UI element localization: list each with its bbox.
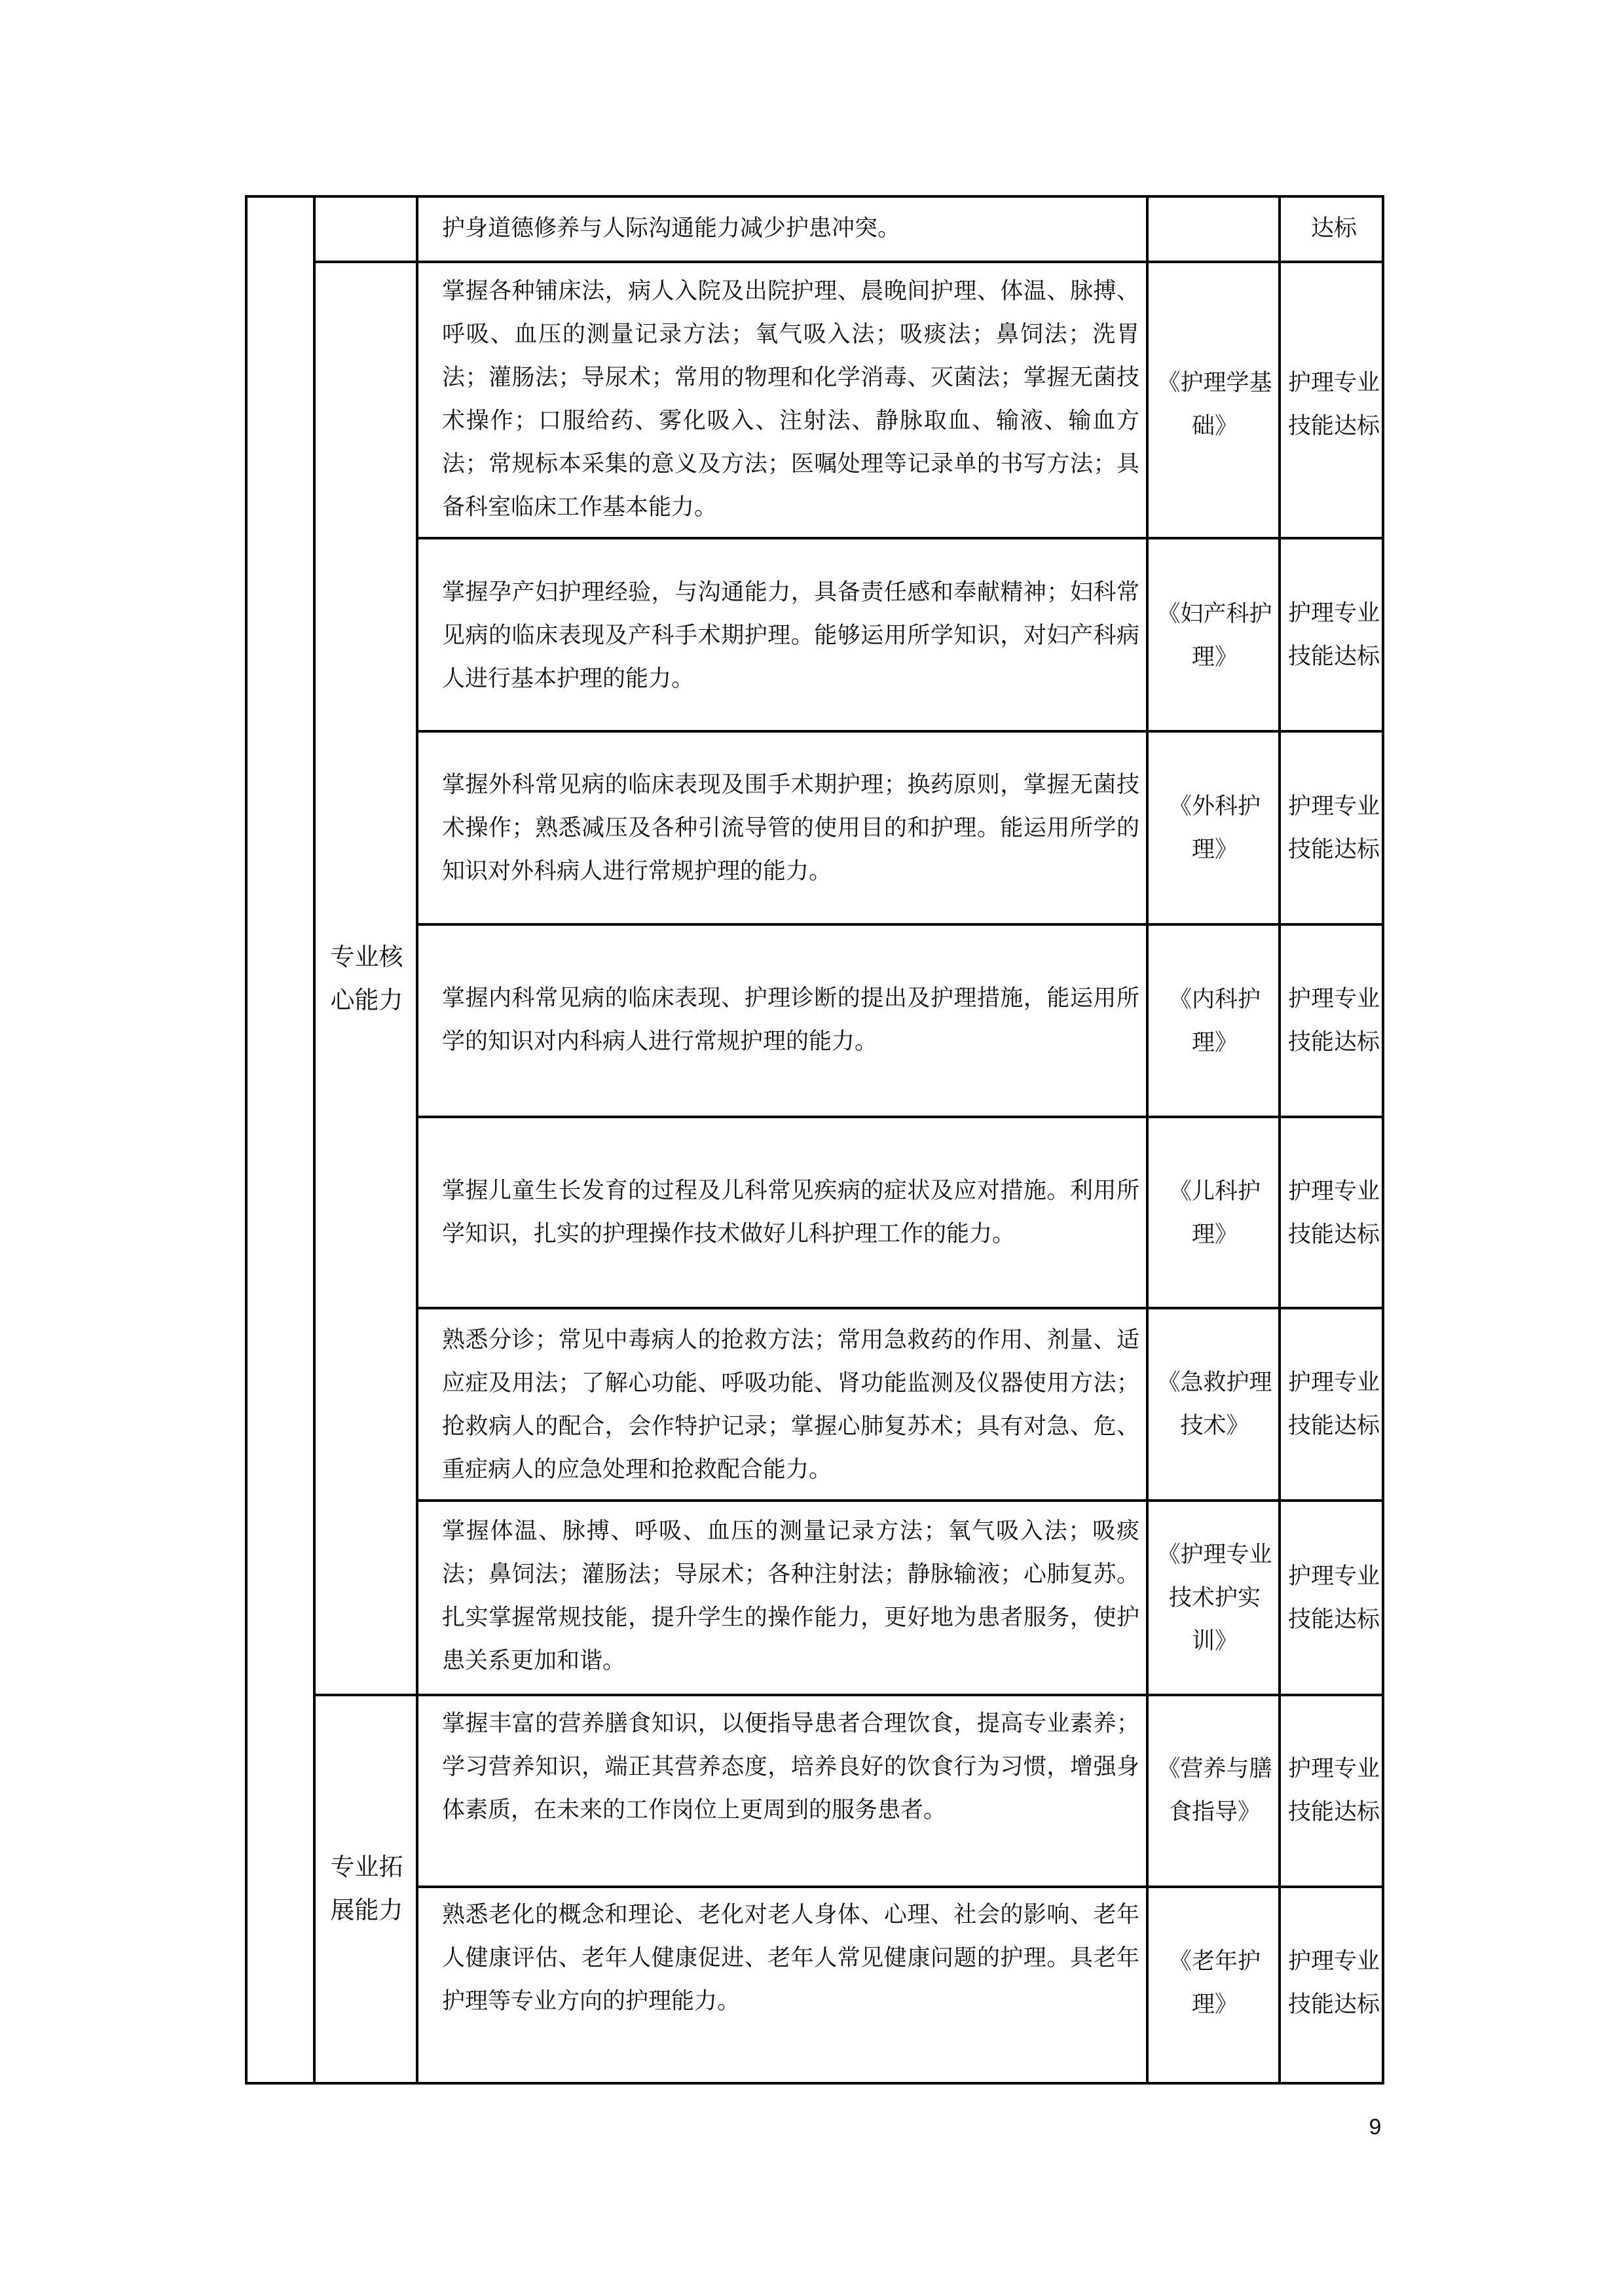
result-label: 护理专业技能达标: [1287, 1178, 1380, 1248]
course-name: 《急救护理技术》: [1157, 1370, 1272, 1439]
course-name: 《护理学基础》: [1157, 370, 1272, 439]
result-label: 护理专业技能达标: [1287, 1756, 1380, 1825]
table-left-border: [245, 195, 248, 2085]
row-separator: [416, 1499, 1384, 1502]
course-name: 《妇产科护理》: [1157, 601, 1272, 670]
category-core-ability: 专业核心能力: [330, 943, 403, 1014]
skill-description: 熟悉分诊；常见中毒病人的抢救方法；常用急救药的作用、剂量、适应症及用法；了解心功能、呼吸功能、肾功能监测及仪器使用方法；抢救病人的配合，会作特护记录；掌握心肺复苏术；具有对急、危、重症病人的应急处理和抢救配合能力。: [442, 1327, 1139, 1483]
skill-description: 掌握丰富的营养膳食知识，以便指导患者合理饮食，提高专业素养；学习营养知识，端正其营养态度，培养良好的饮食行为习惯，增强身体素质，在未来的工作岗位上更周到的服务患者。: [442, 1711, 1139, 1823]
row-separator: [416, 537, 1384, 539]
skill-description: 熟悉老化的概念和理论、老化对老人身体、心理、社会的影响、老年人健康评估、老年人健康促进、老年人常见健康问题的护理。具老年护理等专业方向的护理能力。: [442, 1902, 1139, 2014]
result-label: 护理专业技能达标: [1287, 793, 1380, 863]
course-name: 《内科护理》: [1168, 987, 1261, 1056]
category-extension-ability: 专业拓展能力: [330, 1853, 403, 1924]
skill-description: 掌握各种铺床法，病人入院及出院护理、晨晚间护理、体温、脉搏、呼吸、血压的测量记录方法；氧气吸入法；吸痰法；鼻饲法；洗胃法；灌肠法；导尿术；常用的物理和化学消毒、灭菌法；掌握无菌技术操作；口服给药、雾化吸入、注射法、静脉取血、输液、输血方法；常规标本采集的意义及方法；医嘱处理等记录单的书写方法；具备科室临床工作基本能力。: [442, 278, 1139, 520]
result-label: 护理专业技能达标: [1287, 1563, 1380, 1633]
row-separator: [416, 923, 1384, 926]
table-col2-border: [313, 195, 316, 2085]
result-label: 护理专业技能达标: [1287, 600, 1380, 670]
course-name: 《儿科护理》: [1168, 1178, 1261, 1248]
row-separator: [416, 1886, 1384, 1888]
page-number: 9: [1369, 2115, 1382, 2140]
row-separator: [416, 730, 1384, 733]
row-separator: [313, 261, 1384, 263]
skill-description: 掌握孕产妇护理经验，与沟通能力，具备责任感和奉献精神；妇科常见病的临床表现及产科手术期护理。能够运用所学知识，对妇产科病人进行基本护理的能力。: [442, 579, 1139, 692]
course-name: 《护理专业技术护实训》: [1157, 1542, 1272, 1654]
row-separator: [416, 1116, 1384, 1118]
skill-description: 掌握儿童生长发育的过程及儿科常见疾病的症状及应对措施。利用所学知识，扎实的护理操作技术做好儿科护理工作的能力。: [442, 1178, 1139, 1247]
skill-description: 掌握内科常见病的临床表现、护理诊断的提出及护理措施，能运用所学的知识对内科病人进行常规护理的能力。: [442, 985, 1139, 1055]
course-name: 《老年护理》: [1168, 1948, 1261, 2018]
table-col5-border: [1278, 195, 1281, 2085]
skill-description: 掌握体温、脉搏、呼吸、血压的测量记录方法；氧气吸入法；吸痰法；鼻饲法；灌肠法；导尿术；各种注射法；静脉输液；心肺复苏。扎实掌握常规技能，提升学生的操作能力，更好地为患者服务，使护患关系更加和谐。: [442, 1518, 1139, 1674]
result-label: 达标: [1310, 215, 1357, 242]
table-col4-border: [1146, 195, 1149, 2085]
row-separator: [416, 1307, 1384, 1309]
result-label: 护理专业技能达标: [1287, 1370, 1380, 1439]
course-name: 《营养与膳食指导》: [1157, 1756, 1272, 1825]
result-label: 护理专业技能达标: [1287, 370, 1380, 439]
row-separator: [313, 1694, 1384, 1696]
course-name: 《外科护理》: [1168, 793, 1261, 863]
result-label: 护理专业技能达标: [1287, 1948, 1380, 2018]
result-label: 护理专业技能达标: [1287, 986, 1380, 1055]
table-col3-border: [416, 195, 418, 2085]
skill-description: 掌握外科常见病的临床表现及围手术期护理；换药原则，掌握无菌技术操作；熟悉减压及各种引流导管的使用目的和护理。能运用所学的知识对外科病人进行常规护理的能力。: [442, 772, 1139, 884]
skill-description: 护身道德修养与人际沟通能力减少护患冲突。: [442, 215, 901, 242]
